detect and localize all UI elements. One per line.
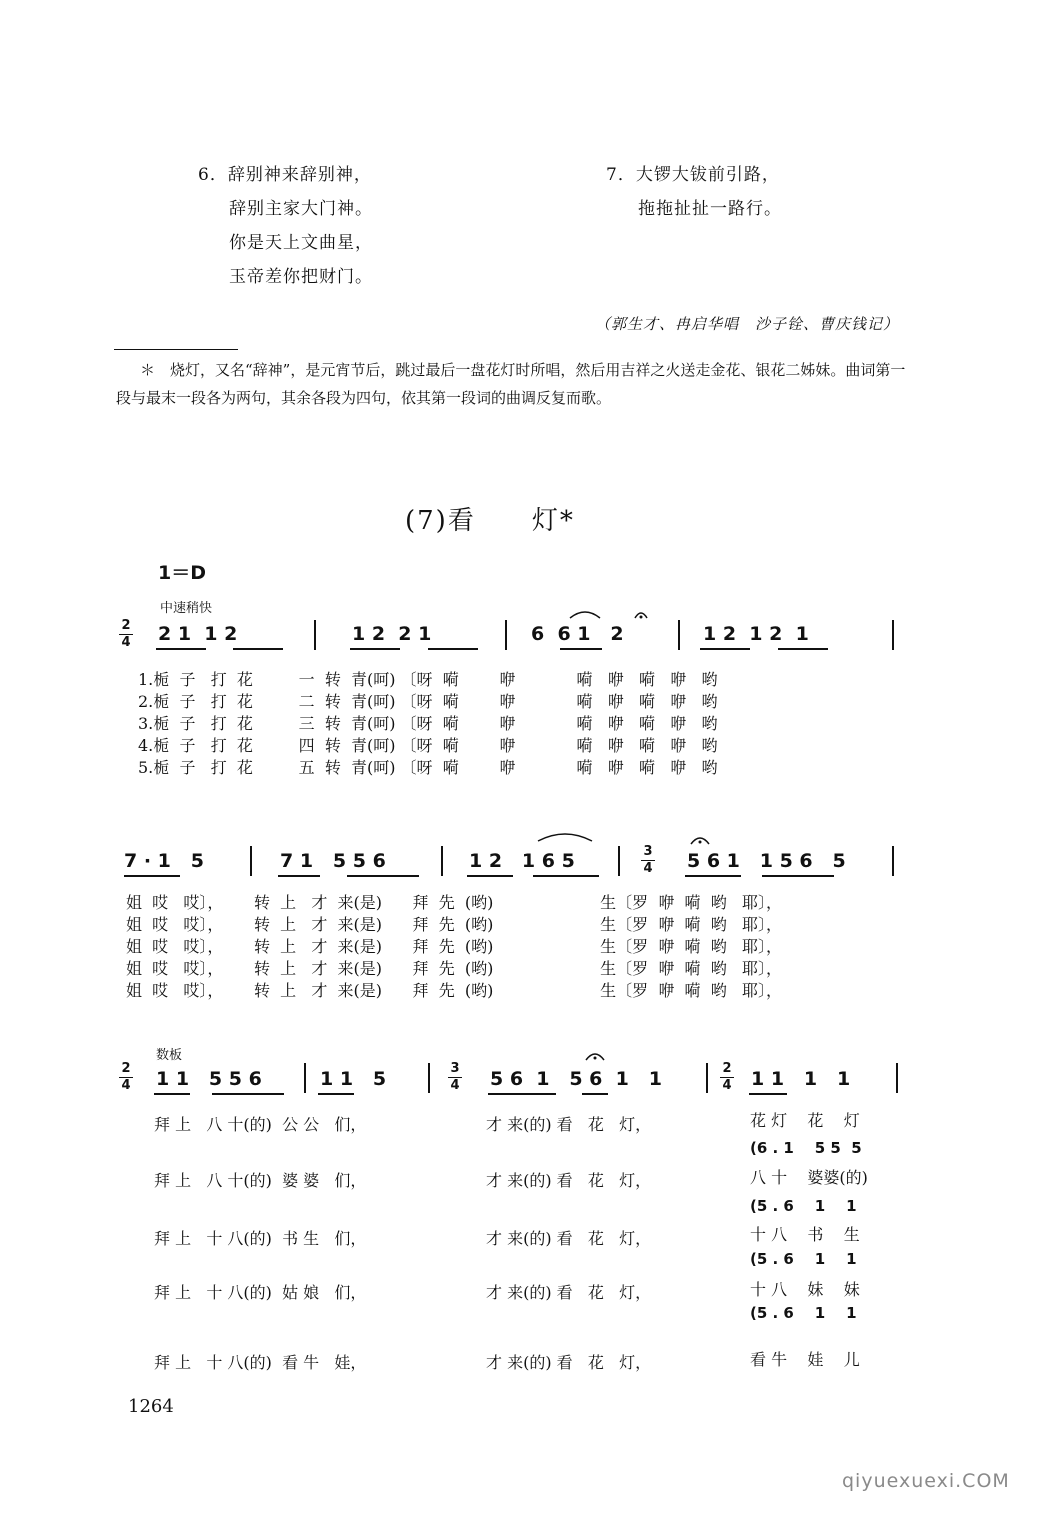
- measure-10-notes: 1 1 5: [320, 1068, 387, 1090]
- lyric-line: 5.栀 子 打 花 五 转 青(呵) 〔呀 嗬 咿 嗬 咿 嗬 咿 哟: [138, 758, 718, 777]
- beam: [533, 875, 599, 877]
- beam: [347, 875, 419, 877]
- tie-mark: [568, 606, 602, 620]
- beam: [428, 648, 478, 650]
- barline: [428, 1063, 430, 1093]
- slur-mark: [536, 829, 594, 843]
- tempo-marking: 中速稍快: [160, 601, 213, 616]
- measure-11-notes: 5 6 1 5 6 1 1: [490, 1068, 662, 1090]
- barline: [304, 1063, 306, 1093]
- beam: [488, 1093, 556, 1095]
- time-sig-denominator: 4: [722, 1078, 732, 1093]
- lyric-line-mid: 才 来(的) 看 花 灯，: [486, 1283, 652, 1302]
- lyric-line: 拜 上 十 八(的) 姑 娘 们，: [154, 1283, 367, 1302]
- barline: [250, 846, 252, 876]
- time-signature-3-4: [448, 1062, 462, 1093]
- lyric-line: 2.栀 子 打 花 二 转 青(呵) 〔呀 嗬 咿 嗬 咿 嗬 咿 哟: [138, 692, 718, 711]
- lyric-line-mid: 才 来(的) 看 花 灯，: [486, 1229, 652, 1248]
- lyric-line: 姐 哎 哎〕， 转 上 才 来(是) 拜 先 (哟) 生〔罗 咿 嗬 哟 耶〕，: [126, 893, 782, 912]
- barline: [678, 620, 680, 650]
- verse-6-line-3: 你是天上文曲星，: [229, 233, 373, 253]
- song-title: (7)看 灯*: [405, 506, 575, 536]
- lyric-line: 姐 哎 哎〕， 转 上 才 来(是) 拜 先 (哟) 生〔罗 咿 嗬 哟 耶〕，: [126, 981, 782, 1000]
- measure-3-notes: 6 6 1 2: [531, 623, 624, 645]
- measure-8-notes: 5 6 1 1 5 6 5: [687, 850, 846, 872]
- credit-line: （郭生才、冉启华唱 沙子铨、曹庆钱记）: [595, 315, 900, 333]
- time-signature-3-4: [641, 845, 655, 876]
- time-signature-2-4: [119, 619, 133, 650]
- beam: [124, 875, 180, 877]
- lyric-line-end: 花 灯 花 灯: [750, 1111, 860, 1130]
- time-signature-2-4: [720, 1062, 734, 1093]
- lyric-line: 4.栀 子 打 花 四 转 青(呵) 〔呀 嗬 咿 嗬 咿 嗬 咿 哟: [138, 736, 718, 755]
- beam: [233, 648, 283, 650]
- beam: [154, 1093, 190, 1095]
- lyric-line-mid: 才 来(的) 看 花 灯，: [486, 1115, 652, 1134]
- barline: [618, 846, 620, 876]
- lyric-line-end: 看 牛 娃 儿: [750, 1350, 860, 1369]
- measure-12-notes: 1 1 1 1: [751, 1068, 851, 1090]
- beam: [156, 648, 206, 650]
- fermata-mark: [633, 608, 649, 620]
- beam: [749, 1093, 787, 1095]
- key-signature: 1＝D: [158, 562, 206, 584]
- barline: [892, 846, 894, 876]
- alt-notes: (5 . 6 1 1: [750, 1304, 857, 1322]
- verse-7-line-2: 拖拖扯扯一路行。: [638, 199, 782, 219]
- lyric-line-mid: 才 来(的) 看 花 灯，: [486, 1171, 652, 1190]
- lyric-line-end: 八 十 婆婆(的): [750, 1168, 868, 1187]
- verse-6-line-1: 6．辞别神来辞别神，: [198, 165, 372, 185]
- time-sig-numerator: 3: [643, 844, 653, 859]
- beam: [685, 875, 741, 877]
- measure-1-notes: 2 1 1 2: [158, 623, 238, 645]
- measure-4-notes: 1 2 1 2 1: [703, 623, 809, 645]
- time-sig-denominator: 4: [121, 1078, 131, 1093]
- verse-6-line-4: 玉帝差你把财门。: [229, 267, 373, 287]
- barline: [505, 620, 507, 650]
- measure-5-notes: 7 · 1 5: [124, 850, 204, 872]
- lyric-line: 拜 上 十 八(的) 书 生 们，: [154, 1229, 367, 1248]
- beam: [762, 875, 834, 877]
- alt-notes: (5 . 6 1 1: [750, 1197, 857, 1215]
- time-sig-numerator: 2: [121, 1061, 131, 1076]
- lyric-line: 1.栀 子 打 花 一 转 青(呵) 〔呀 嗬 咿 嗬 咿 嗬 咿 哟: [138, 670, 718, 689]
- measure-2-notes: 1 2 2 1: [352, 623, 432, 645]
- lyric-line: 姐 哎 哎〕， 转 上 才 来(是) 拜 先 (哟) 生〔罗 咿 嗬 哟 耶〕，: [126, 959, 782, 978]
- beam: [350, 648, 400, 650]
- lyric-line-mid: 才 来(的) 看 花 灯，: [486, 1353, 652, 1372]
- beam: [700, 648, 750, 650]
- watermark-text: qiyuexuexi.COM: [842, 1470, 1010, 1492]
- lyric-line-end: 十 八 妹 妹: [750, 1280, 860, 1299]
- page-number: 1264: [128, 1396, 174, 1417]
- tempo-marking-shuban: 数板: [156, 1048, 183, 1063]
- lyric-line: 拜 上 八 十(的) 婆 婆 们，: [154, 1171, 367, 1190]
- barline: [706, 1063, 708, 1093]
- lyric-line: 拜 上 八 十(的) 公 公 们，: [154, 1115, 367, 1134]
- barline: [314, 620, 316, 650]
- beam: [467, 875, 513, 877]
- time-sig-numerator: 2: [722, 1061, 732, 1076]
- barline: [892, 620, 894, 650]
- beam: [318, 1093, 354, 1095]
- time-sig-numerator: 2: [121, 618, 131, 633]
- measure-7-notes: 1 2 1 6 5: [469, 850, 575, 872]
- footnote-rule: [114, 349, 238, 350]
- alt-notes: (6 . 1 5 5 5: [750, 1139, 862, 1157]
- beam: [212, 1093, 284, 1095]
- lyric-line: 姐 哎 哎〕， 转 上 才 来(是) 拜 先 (哟) 生〔罗 咿 嗬 哟 耶〕，: [126, 937, 782, 956]
- beam: [778, 648, 828, 650]
- verse-6-line-2: 辞别主家大门神。: [229, 199, 373, 219]
- lyric-line: 拜 上 十 八(的) 看 牛 娃，: [154, 1353, 367, 1372]
- verse-7-line-1: 7．大锣大钹前引路，: [606, 165, 780, 185]
- lyric-line-end: 十 八 书 生: [750, 1225, 860, 1244]
- fermata-mark: [584, 1048, 606, 1062]
- time-signature-2-4: [119, 1062, 133, 1093]
- beam: [278, 875, 320, 877]
- beam: [560, 648, 602, 650]
- measure-9-notes: 1 1 5 5 6: [156, 1068, 262, 1090]
- barline: [441, 846, 443, 876]
- time-sig-denominator: 4: [121, 635, 131, 650]
- alt-notes: (5 . 6 1 1: [750, 1250, 857, 1268]
- time-sig-denominator: 4: [450, 1078, 460, 1093]
- time-sig-numerator: 3: [450, 1061, 460, 1076]
- lyric-line: 3.栀 子 打 花 三 转 青(呵) 〔呀 嗬 咿 嗬 咿 嗬 咿 哟: [138, 714, 718, 733]
- beam: [582, 1093, 608, 1095]
- fermata-mark: [689, 832, 711, 846]
- lyric-line: 姐 哎 哎〕， 转 上 才 来(是) 拜 先 (哟) 生〔罗 咿 嗬 哟 耶〕，: [126, 915, 782, 934]
- barline: [896, 1063, 898, 1093]
- time-sig-denominator: 4: [643, 861, 653, 876]
- measure-6-notes: 7 1 5 5 6: [280, 850, 386, 872]
- footnote: ＊ 烧灯，又名“辞神”，是元宵节后，跳过最后一盘花灯时所唱，然后用吉祥之火送走金花、银花二姊妹。曲词第一段与最末一段各为两句，其余各段为四句，依其第一段词的曲调反复而歌。: [116, 361, 906, 407]
